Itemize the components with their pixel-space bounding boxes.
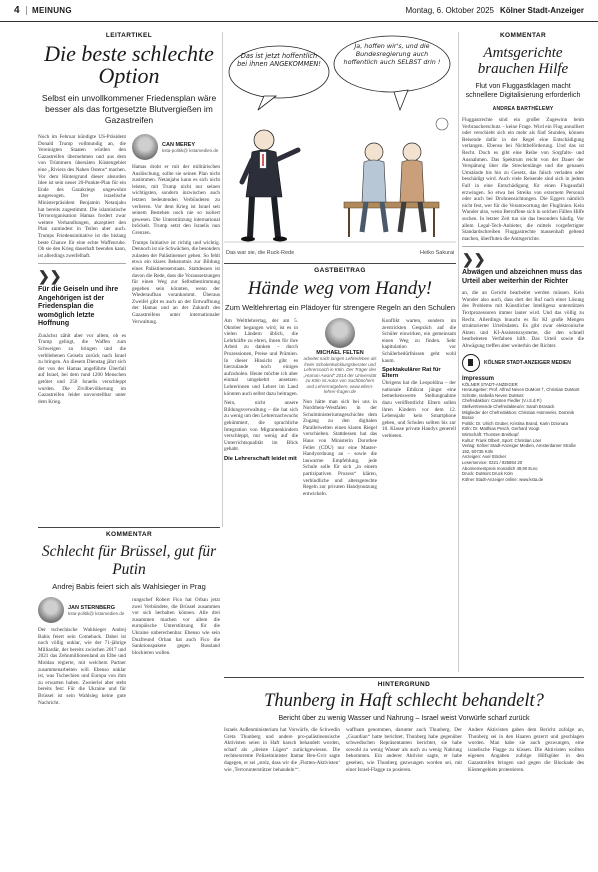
imprint-line: Herausgeber: Prof. Alfred Neven DuMont †, Christian DuMont Schütte, Isabella Neven DuMont — [462, 387, 580, 398]
imprint-list — [462, 382, 584, 483]
kommentar-title: Amtsgerichte brauchen Hilfe — [477, 45, 569, 77]
date-text: Montag, 6. Oktober 2025 — [405, 6, 494, 15]
imprint-line: KÖLNER STADT-ANZEIGER — [462, 381, 518, 387]
kommentar-amtsgerichte — [462, 32, 584, 482]
leitartikel — [38, 32, 220, 405]
imprint-line: Verlag: Kölner Stadt-Anzeiger Medien, Amsterdamer Straße 192, 50735 Köln — [462, 443, 576, 454]
hintergrund-text-3: Andere Aktivisten gaben dem Bericht zufolge an, Thunberg sei in den Haaren gezerrt und geschlagen worden. Man habe sie auch gezwungen, eine israelische Flagge zu küssen. Die Aktivisten wollten eigenen Angaben zufolge Hilfsgüter in den Gazastreifen bringen und gegen die Blockade des Küstengebiets protestieren. — [468, 727, 584, 773]
guest-author-name: MICHAEL FELTEN — [316, 350, 364, 356]
hintergrund-body — [224, 727, 584, 773]
kommentar-babis-kicker: KOMMENTAR — [38, 527, 220, 538]
leitartikel-kicker: LEITARTIKEL — [105, 32, 153, 39]
gastbeitrag-text-1b: Nein, nicht unsere Bildungsverwaltung – die hat sich zu wenig um den Lehrernachwuchs gekümmert, die sprachliche Integration von Migrantenkindern verschleppt, nur wenig auf die Unterrichtsqualität im Blick gehabt. — [224, 400, 298, 453]
gastbeitrag-col-1 — [224, 318, 298, 497]
column-divider — [458, 32, 459, 672]
kommentar-babis-text-1: Der tschechische Wahlsieger Andrej Babis feiert sein Comeback. Dabei ist noch völlig unklar, wie der 71-jährige Milliardär, der bereits zwischen 2017 und 2021 das Zehnmillionenland an Elbe und Moldau regierte, mit welchem Partner zusammenarbeiten will. Ebenso unklar ist, was Tschechien und Europa von ihm zu erwarten haben. Zweierlei aber steht bereits fest: Für die Ukraine und für Brüssel ist sein Wahlsieg keine gute Nachricht. — [38, 627, 126, 706]
gastbeitrag-text-3: Konflikt warten, sondern im zerstrickten Gespräch auf die Schüler einwirken, ein gemeinsam einen Weg zu finden. Sehr kapitulation vor Schülerbedürfnissen geht wohl kaum. — [382, 318, 456, 364]
gastbeitrag-kicker: GASTBEITRAG — [224, 263, 456, 274]
author-box — [132, 134, 220, 160]
quote-text: Für die Geiseln und ihre Angehörigen ist der Friedensplan die womöglich letzte Hoffnung — [38, 286, 119, 328]
gastbeitrag-col-2 — [303, 318, 377, 497]
imprint-line: Stellvertretende Chefredakteurin: Sarah Brasack — [462, 404, 555, 409]
imprint-line: Leserservice: 0221 / 925864 20 — [462, 459, 523, 465]
kommentar-kicker: KOMMENTAR — [499, 32, 547, 39]
publisher-logo — [462, 354, 584, 372]
imprint-line: Wirtschaft: Thorsten Breitkopf — [462, 431, 519, 437]
hintergrund — [224, 677, 584, 773]
quote-mark-icon: ❯❯ — [38, 268, 62, 285]
leitartikel-col-1 — [38, 134, 126, 405]
gastbeitrag-subhead: Die Lehrerschaft leidet mit — [224, 455, 297, 462]
leitartikel-body — [38, 134, 220, 405]
publisher-seal-icon — [462, 354, 480, 372]
kommentar-babis-intro: Andrej Babis feiert sich als Wahlsieger in Prag — [52, 582, 206, 591]
section-label: MEINUNG — [26, 6, 72, 15]
guest-author-bio: arbeitet nach langen Lehrerleben als freier Schulentwicklungsberater und Lehrercoach in Köln. Der Träger des „Human Award“ 2014 der Universität zu Köln ist Autor von Sachbüchern und Lehrerratgebern, www.eltern-lehrer-fragen.de — [303, 356, 377, 394]
leitartikel-text-1: Noch im Februar kündigte US-Präsident Donald Trump vollmundig an, die Vereinigten Staaten würden den Gazastreifen übernehmen und aus dem von Trümmern übersäten Küstengebiet eine „Riviera des Nahen Ostens“ machen. Vor dem Hintergrund dieser absurden Idee ist sein neuer 20-Punkte-Plan für ein Ende des Gazakriegs ungewohnt ausgewogen. Der israelische Ministerpräsident Benjamin Netanjahu hat bereits zugestimmt. Die islamistische Terrororganisation Hamas fordert zwar weitere Verhandlungen, akzeptiert den Plan zumindest in Teilen aber auch. Trumps Friedensinitiative ist die bislang beste Chance für eine echte Waffenruhe. Ob sie den Krieg dauerhaft beenden kann, ist allerdings zweifelhaft. — [38, 134, 126, 259]
author-photo — [38, 597, 64, 623]
imprint-line: Kölner Stadt-Anzeiger online: www.ksta.de — [462, 476, 544, 482]
leitartikel-title: Die beste schlechte Option — [44, 41, 214, 88]
imprint-title: Impressum — [462, 375, 495, 382]
imprint-line: Politik: Dr. Ulrich Gruber, Kristina Brand, Karin Dzionara — [462, 420, 569, 426]
page-number: 4 — [14, 5, 20, 16]
hintergrund-text-2: waffnam genommen, darunter auch Thunberg. Der „Guardian“ hatte berichtet, Thunberg habe gegenüber schwedischen Repräsentanten berichtet, sie habe sowohl zu wenig Wasser als auch zu wenig Nahrung bekommen. Ein anderer Aktivist sagte, er habe gesehen, wie Thunberg gezwungen worden sei, mit einer Israel-Flagge zu posieren. — [346, 727, 462, 773]
author-photo — [132, 134, 158, 160]
paper-name: Kölner Stadt-Anzeiger — [499, 6, 584, 15]
kommentar-text-2: an, die an Gericht bearbeitet werden müssen. Kein Wunder also auch, dass dort der Ruf nach einer Lösung des Problems mit Künstlicher Intelligenz unterstützen Textprozessoren immer lauter wird. Und das völlig zu Recht. Allerdings braucht es für KI große Mengen strukturierter Urteilsdaten. Es gibt zwar elektronische Akten und KI-Assistenzsysteme, die den schnell bearbeiteten Verfahren hilft. Das Urteil sowie die Abwägung treffen aber weiterhin der Richter. — [462, 290, 584, 350]
gastbeitrag-body — [224, 318, 456, 497]
leitartikel-text-1b: Zunächst zählt aber vor allem, ob es Trump gelingt, die Waffen zum Schweigen zu bringen und die verbliebenen Geiseln zurück nach Israel zu bringen. An diesem Dienstag jährt sich der von der Hamas angeführte Überfall auf Israel, bei dem rund 1200 Menschen getötet und 250 Israelis verschleppt wurden. Die Zivilbevölkerung im Gazastreifen leidet unvorstellbar unter dem Krieg. — [38, 332, 126, 405]
cartoon-bubble-right: Ja, hoffen wir's, und die Bundesregierung auch hoffentlich auch SELBST drin ! — [343, 42, 441, 66]
author-box — [38, 597, 126, 623]
hintergrund-title: Thunberg in Haft schlecht behandelt? — [264, 691, 544, 711]
imprint-line: Köln: Dr. Matthias Pesch, Gerhard Voogt — [462, 426, 540, 432]
quote-mark-icon: ❯❯ — [462, 251, 486, 268]
leitartikel-col-2 — [132, 134, 220, 405]
quote-text: Abwägen und abzeichnen muss das Urteil aber weiterhin der Richter — [462, 269, 583, 285]
kommentar-babis — [38, 527, 220, 706]
kommentar-byline: ANDREA BARTHÉLEMY — [492, 106, 554, 112]
imprint-line: Druck: DuMont Druck Köln — [462, 471, 513, 477]
cartoon-caption: Das war sie, die Ruck-Rede — [226, 250, 295, 256]
imprint-line: Kultur: Frank Olbert, Sport: Christian Löer — [462, 437, 542, 443]
author-name: CAN MEREY — [162, 141, 196, 148]
gastbeitrag-subhead-2: Spektakulärer Rat für Eltern — [382, 367, 441, 380]
cartoon-illustration — [224, 32, 456, 247]
cartoon-bubble-left: Das ist jetzt hoffentlich bei ihnen ANGEKOMMEN! — [237, 52, 321, 68]
imprint-line: Anzeigen: Axel Stöcker — [462, 454, 507, 460]
kommentar-babis-text-2: rungschef Robert Fico hat Orban jetzt zwei Verbündete, die Brüssel zusammen vor sich herbalten können. Alle drei zusammen machen vor allem die europäische Unterstützung für die Ukraine unberechenbar. Ebenso wie sein Duzfreund Orban hat auch Fico die Sanktionspakete gegen Russland blockieren wollen. — [132, 597, 220, 656]
guest-author — [303, 318, 377, 395]
kommentar-babis-col-2 — [132, 597, 220, 706]
leitartikel-quote — [38, 263, 126, 329]
page-header — [0, 0, 598, 22]
guest-author-photo — [325, 318, 355, 348]
gastbeitrag-title: Hände weg vom Handy! — [247, 278, 433, 299]
gastbeitrag-text-2: Nun hätte man sich bei uns in Nordrhein-Westfalen in der Schulministeriumsgeschichte dem Zugang zu den digitalen Parallelwelten einen klaren Riegel vorschieben. Stattdessen hat das Haus von Ministerin Dorothee Feller (CDU) nur eine Master-Handyordnung an – sowie die lauwarme Empfehlung, jede Schule solle für sich „in einem partizipativen Prozess“ klären, verbindliche und altersgerechte Regeln zur privaten Handynutzung entwickeln. — [303, 398, 377, 497]
gastbeitrag-col-3 — [382, 318, 456, 497]
header-date — [405, 6, 584, 15]
leitartikel-text-2b: Trumps Initiative ist richtig und wichtig. Dennoch ist sie Schwächen, die besonders zulasten der Palästinenser gehen. So fehlt etwa ein klares Bekenntnis zur Bildung eines Palästinenserstaats. Stattdessen ist davon die Rede, dass die Voraussetzungen für einen Weg zur Selbstbestimmung gegeben sein könnten, wenn der Wiederaufbau vorankommt. Überaus Zweifel gibt es auch an der Entwaffnung der Hamas und an der Zukunft des Gazastreifens unter internationaler Verwaltung. — [132, 239, 220, 325]
logo-text: KÖLNER STADT-ANZEIGER MEDIEN — [484, 359, 571, 366]
kommentar-quote — [462, 246, 584, 286]
author-email[interactable]: kstа-politik@ kstamedien.de — [162, 147, 219, 153]
kommentar-intro: Flut von Fluggastklagen macht schnellere Digitalisierung erforderlich — [465, 83, 581, 99]
kommentar-babis-title: Schlecht für Brüssel, gut für Putin — [41, 543, 217, 578]
hintergrund-kicker: HINTERGRUND — [224, 677, 584, 688]
author-name: JAN STERNBERG — [68, 604, 116, 611]
imprint-line: Mitglieder der Chefredaktion: Christian Hümmeler, Dominik Bosse — [462, 409, 575, 421]
gastbeitrag-intro: Zum Weltlehrertag ein Plädoyer für strengere Regeln an den Schulen — [225, 303, 455, 312]
author-email[interactable]: kstа-politik@ kstamedien.de — [68, 610, 125, 616]
kommentar-text: Fluggastrechte sind ein großer Zugewinn beim Verbraucherschutz – keine Frage. Wird ein Flug annulliert oder verschiebt sich ein mehr als fünf Stunden, können Reisende dafür in der Regel eine Entschädigung verlangen. Ebenso bei Nichtbeförderung. Und das ist Recht. Doch es gibt eine Reihe von Sorgfalts- und Ausnahmen. Das Spektrum reicht von der Dauer der Verspätung über die Streckenlänge und die genauen Umstände bis hin zu Gesetz, das falsch verladen oder beschädigt wird. Auch viele Reisende sind sich in jedem Fall in eine Entschädigung für einen Flugausfall erzwingen. So etwa bei Streiks von externem Personal oder auch bei Drohnensichtungen. Die Eggers nämlich nicht fest, wer für die Verantwortung der Fluglinien. Kein Wunder also, wenn Betroffene sich in solchen Fällen Hilfe suchen. In letzter Zeit tun sie das besonders häufig. Vor allem Legal-Tech-Anbieter, die mittels vorgefertigter Standardschreiben Fluggastrechte massenhaft geltend machen, überfluten die Amtsgerichte. — [462, 117, 584, 242]
hintergrund-text-1: Israels Außenministerium hat Vorwürfe, die Schwedin Greta Thunberg und andere pro-palästinensische Aktivisten seien in Haft harsch behandelt worden, scharf als „dreiste Lügen“ zurückgewiesen. Die rechtsextreme Polizeiminister Itamar Ben-Gvir sagte dagegen, er sei „stolz, dass wir die ‚Flotten-Aktivisten‘ wie ‚Terrorunterstützer behandeln‘“. — [224, 727, 340, 773]
gastbeitrag — [224, 263, 456, 497]
gastbeitrag-text-1: Am Welttlehrertag, der am 5. Oktober begangen wird, ist es in vielen Ländern üblich, die Lehrkräfte zu ehren, ihnen für ihre Arbeit zu danken – durch Prozessionen, Preise und Prämien. In dieser Hinsicht gibt es hierzulande noch einiges aufzuholen. Heute möchte ich aber einmal umgekehrt ansetzen: Lehrerinnen und Lehrer im Land könnten auch selbst dazu beitragen. — [224, 318, 298, 397]
cartoon-credit: Heiko Sakurai — [420, 250, 455, 256]
imprint-line: Chefredaktion: Carsten Fiedler (V.i.S.d.P.) — [462, 398, 542, 404]
kommentar-babis-body — [38, 597, 220, 706]
leitartikel-text-2: Hamas droht er mit der militärischen Auslöschung, sollte sie seinen Plan nicht zustimmen. Netanjahu kann es sich nicht leisten, mit Trump nicht nur seinen wichtigsten, sondern inzwischen auch letzten bedeutenden Verbündeten zu verlieren. Vor dem Krieg ist Israel seit seinem Bestehen noch nie so isoliert gewesen. Die Unterstützung international bröckelt. Trump setzt den Israelis nun Grenzen. — [132, 164, 220, 236]
column-divider — [222, 32, 223, 527]
leitartikel-intro: Selbst ein unvollkommener Friedensplan wäre besser als das fortgesetzte Blutvergießen im Gazastreifen — [41, 93, 217, 125]
hintergrund-intro: Bericht über zu wenig Wasser und Nahrung – Israel weist Vorwürfe scharf zurück — [278, 715, 530, 722]
gastbeitrag-text-3b: Übrigens hat die Leopoldina – der nationale Ethikrat jüngst eine bemerkenswerte Stellungnahme dazu veröffentlicht: Eltern sollen ihren Kindern vor dem 12. Lebensjahr kein Smartphone geben, und Schulen sollten bis zur 10. Klasse private Handys generell verbieten. — [382, 380, 456, 439]
kommentar-babis-col-1 — [38, 597, 126, 706]
imprint-line: Abonnementpreis monatlich 49,90 Euro — [462, 465, 538, 471]
